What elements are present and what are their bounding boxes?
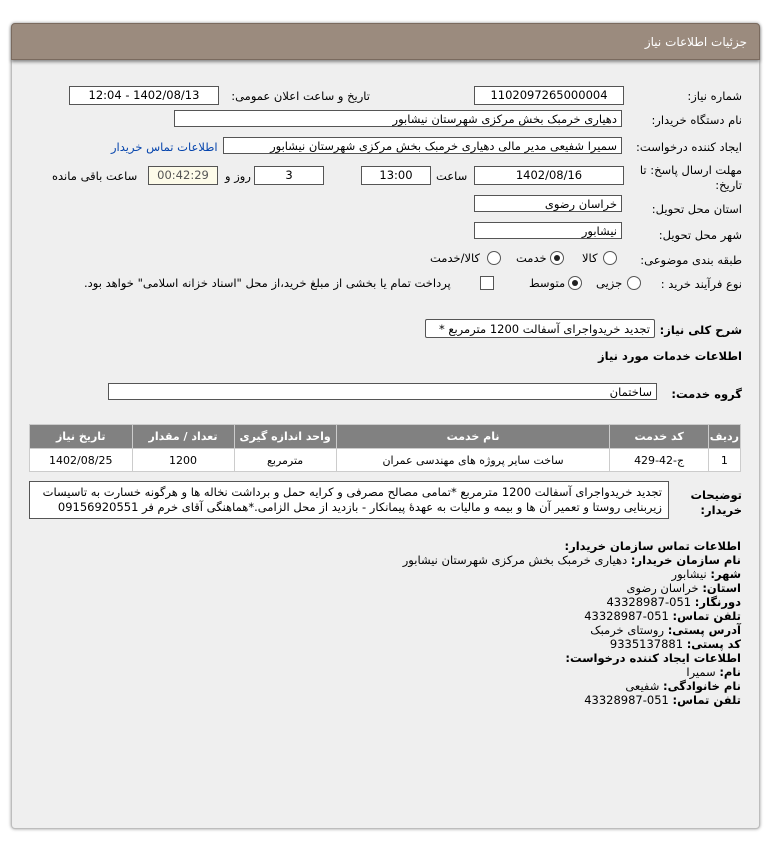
category-radio-goods-service[interactable] (487, 251, 501, 265)
table-header: ردیف (708, 425, 740, 449)
buyer-org-label: نام دستگاه خریدار: (651, 113, 742, 127)
table-header: نام خدمت (336, 425, 610, 449)
treasury-payment-note: پرداخت تمام یا بخشی از مبلغ خرید،از محل "اسناد خزانه اسلامی" خواهد بود. (84, 276, 451, 290)
deadline-label: مهلت ارسال پاسخ: تا (639, 163, 742, 177)
summary-label: شرح کلی نیاز: (659, 323, 742, 337)
contact-province: استان: خراسان رضوی (626, 581, 741, 595)
deadline-date-label: تاریخ: (715, 178, 742, 192)
service-group-field[interactable]: ساختمان (108, 383, 657, 400)
contact-address: آدرس پستی: روستای خرمبک (590, 623, 741, 637)
remaining-time-field: 00:42:29 (148, 166, 218, 185)
city-field[interactable]: نیشابور (474, 222, 622, 239)
buyer-notes-label-2: خریدار: (700, 503, 742, 517)
contact-postal: کد پستی: 9335137881 (609, 637, 741, 651)
table-cell: مترمربع (234, 449, 336, 472)
process-medium-label: متوسط (529, 276, 566, 290)
need-number-field[interactable]: 1102097265000004 (474, 86, 624, 105)
table-cell: 1200 (132, 449, 234, 472)
page-title: جزئیات اطلاعات نیاز (644, 35, 747, 49)
buyer-org-field[interactable]: دهیاری خرمبک بخش مرکزی شهرستان نیشابور (174, 110, 622, 127)
table-cell: ساخت سایر پروژه های مهندسی عمران (336, 449, 610, 472)
days-label: روز و (225, 169, 251, 183)
table-cell: 1 (708, 449, 740, 472)
province-label: استان محل تحویل: (651, 202, 742, 216)
summary-field[interactable]: تجدید خریدواجرای آسفالت 1200 مترمربع * (425, 319, 655, 338)
contact-city: شهر: نیشابور (671, 567, 741, 581)
buyer-notes-label: توضیحات (690, 488, 742, 502)
creator-name: نام: سمیرا (686, 665, 741, 679)
contact-fax: دورنگار: 051-43328987 (606, 595, 741, 609)
category-radio-goods[interactable] (603, 251, 617, 265)
deadline-date-field[interactable]: 1402/08/16 (474, 166, 624, 185)
creator-field[interactable]: سمیرا شفیعی مدیر مالی دهیاری خرمبک بخش مرکزی شهرستان نیشابور (223, 137, 622, 154)
table-cell: ج-42-429 (610, 449, 708, 472)
table-cell: 1402/08/25 (30, 449, 133, 472)
days-field[interactable]: 3 (254, 166, 324, 185)
buyer-contact-link[interactable]: اطلاعات تماس خریدار (111, 140, 218, 154)
city-label: شهر محل تحویل: (658, 228, 742, 242)
deadline-time-field[interactable]: 13:00 (361, 166, 431, 185)
process-radio-minor[interactable] (627, 276, 641, 290)
process-minor-label: جزیی (596, 276, 623, 290)
contact-heading: اطلاعات تماس سازمان خریدار: (564, 539, 741, 553)
creator-phone: تلفن تماس: 051-43328987 (584, 693, 741, 707)
services-heading: اطلاعات خدمات مورد نیاز (598, 349, 742, 363)
process-radio-medium[interactable] (568, 276, 582, 290)
category-goods-service-label: کالا/خدمت (430, 251, 481, 265)
services-table (29, 424, 741, 472)
treasury-payment-checkbox[interactable] (480, 276, 494, 290)
table-header: تاریخ نیاز (30, 425, 133, 449)
creator-family: نام خانوادگی: شفیعی (625, 679, 741, 693)
creator-label: ایجاد کننده درخواست: (636, 140, 742, 154)
header-bar (11, 23, 760, 60)
announce-label: تاریخ و ساعت اعلان عمومی: (231, 89, 370, 103)
time-label: ساعت (436, 169, 468, 183)
buyer-notes-field[interactable]: تجدید خریدواجرای آسفالت 1200 مترمربع *تمامی مصالح مصرفی و کرایه حمل و برداشت نخاله ها و هرگونه خسارت به تاسیسات زیربنایی روستا و تعمیر آن ها و بیمه و مالیات به عهدهٔ پیمانکار - بازدید از محل الزامی.*هماهنگی آقای خرم فر 09156920551 (29, 481, 669, 519)
table-header: تعداد / مقدار (132, 425, 234, 449)
table-header: کد خدمت (610, 425, 708, 449)
announce-field[interactable]: 1402/08/13 - 12:04 (69, 86, 219, 105)
province-field[interactable]: خراسان رضوی (474, 195, 622, 212)
table-header: واحد اندازه گیری (234, 425, 336, 449)
creator-heading: اطلاعات ایجاد کننده درخواست: (565, 651, 741, 665)
process-label: نوع فرآیند خرید : (660, 277, 742, 291)
need-number-label: شماره نیاز: (687, 89, 742, 103)
service-group-label: گروه خدمت: (671, 387, 742, 401)
contact-phone: تلفن تماس: 051-43328987 (584, 609, 741, 623)
contact-org: نام سازمان خریدار: دهیاری خرمبک بخش مرکزی شهرستان نیشابور (402, 553, 741, 567)
category-label: طبقه بندی موضوعی: (640, 253, 742, 267)
remaining-label: ساعت باقی مانده (52, 169, 138, 183)
category-goods-label: کالا (582, 251, 598, 265)
table-row (30, 449, 741, 472)
category-service-label: خدمت (516, 251, 547, 265)
category-radio-service[interactable] (550, 251, 564, 265)
